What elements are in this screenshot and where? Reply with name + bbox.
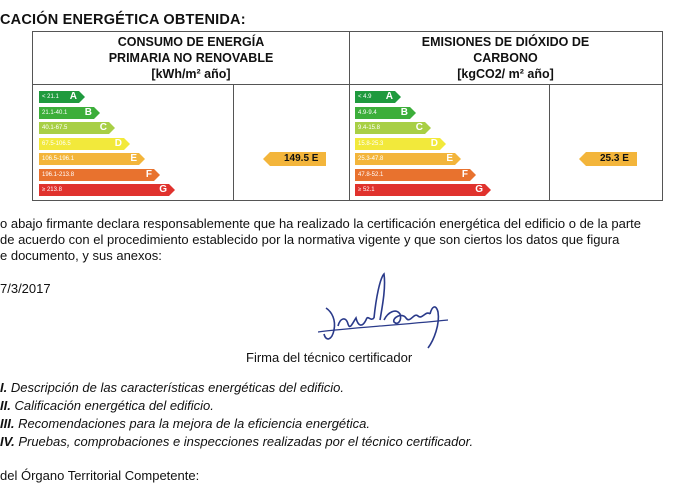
- emisiones-header-line1: EMISIONES DE DIÓXIDO DE: [421, 35, 590, 49]
- declaration-line1: o abajo firmante declara responsablemente que ha realizado la certificación energética del edificio o de la parte: [0, 216, 642, 231]
- declaration-text: [0, 216, 641, 264]
- emisiones-header-line2: CARBONO: [473, 51, 538, 65]
- grade-letter: A: [385, 91, 393, 102]
- grade-range-label: 106.5-196.1 E: [39, 153, 139, 165]
- emisiones-header: [349, 32, 662, 85]
- grade-letter: G: [159, 184, 167, 195]
- grade-g-bar: [39, 184, 175, 196]
- emisiones-scale: [349, 85, 550, 200]
- grade-c-bar: [39, 122, 115, 134]
- consumo-result-value: 149.5 E: [270, 152, 326, 166]
- grade-a-bar: [355, 91, 401, 103]
- grade-letter: B: [84, 106, 92, 118]
- signature-caption: Firma del técnico certificador: [246, 350, 413, 365]
- grade-letter: E: [446, 153, 453, 164]
- handwritten-signature: [318, 268, 468, 358]
- grade-c-bar: [355, 122, 431, 134]
- grade-range-label: 40.1-67.5 C: [39, 122, 109, 134]
- energy-rating-table: [32, 31, 663, 201]
- grade-range-label: 196.1-213.8 F: [39, 169, 154, 181]
- annex-item: II. Calificación energética del edificio.: [0, 398, 214, 413]
- annex-item: IV. Pruebas, comprobaciones e inspecciones realizadas por el técnico certificador.: [0, 434, 474, 449]
- grade-b-bar: [355, 107, 416, 119]
- annex-list: [0, 379, 473, 451]
- annex-item: III. Recomendaciones para la mejora de la eficiencia energética.: [0, 416, 370, 431]
- declaration-line2: de acuerdo con el procedimiento establecido por la normativa vigente y que son ciertos los datos que figura: [0, 232, 620, 247]
- emisiones-result-value: 25.3 E: [586, 152, 637, 166]
- grade-range-label: 47.8-52.1 F: [355, 169, 470, 181]
- grade-range-label: 9.4-15.8 C: [355, 122, 425, 134]
- grade-range-label: 21.1-40.1 B: [39, 107, 94, 119]
- grade-range-label: ≥ 213.8 G: [39, 184, 169, 196]
- organ-label: del Órgano Territorial Competente:: [0, 468, 200, 483]
- grade-letter: D: [114, 137, 122, 149]
- grade-letter: G: [475, 184, 483, 195]
- grade-range-label: 25.3-47.8 E: [355, 153, 455, 165]
- emisiones-result-cell: [549, 85, 662, 200]
- grade-range-label: < 4.9 A: [355, 91, 395, 103]
- grade-range-label: 15.8-25.3 D: [355, 138, 440, 150]
- emisiones-column: [349, 32, 662, 200]
- grade-e-bar: [355, 153, 461, 165]
- consumo-result-arrow: [263, 152, 326, 166]
- consumo-header: [33, 32, 349, 85]
- grade-range-label: 67.5-106.5 D: [39, 138, 124, 150]
- consumo-unit: [kWh/m² año]: [151, 67, 231, 81]
- grade-range-label: 4.9-9.4 B: [355, 107, 410, 119]
- emisiones-result-arrow: [579, 152, 637, 166]
- grade-f-bar: [39, 169, 160, 181]
- grade-letter: D: [430, 137, 438, 149]
- signature-date: 7/3/2017: [0, 281, 51, 296]
- consumo-header-line1: CONSUMO DE ENERGÍA: [117, 35, 265, 49]
- grade-letter: B: [400, 106, 408, 118]
- grade-letter: A: [69, 91, 77, 102]
- grade-d-bar: [355, 138, 446, 150]
- grade-letter: F: [145, 168, 152, 180]
- grade-d-bar: [39, 138, 130, 150]
- section-heading: CACIÓN ENERGÉTICA OBTENIDA:: [0, 12, 246, 28]
- consumo-column: [33, 32, 350, 200]
- grade-range-label: ≥ 52.1 G: [355, 184, 485, 196]
- annex-item: I. Descripción de las características energéticas del edificio.: [0, 380, 344, 395]
- grade-e-bar: [39, 153, 145, 165]
- grade-a-bar: [39, 91, 85, 103]
- grade-letter: F: [461, 168, 468, 180]
- consumo-header-line2: PRIMARIA NO RENOVABLE: [108, 51, 274, 65]
- grade-range-label: < 21.1 A: [39, 91, 79, 103]
- grade-f-bar: [355, 169, 476, 181]
- grade-g-bar: [355, 184, 491, 196]
- grade-letter: C: [415, 122, 423, 133]
- grade-b-bar: [39, 107, 100, 119]
- consumo-result-cell: [233, 85, 349, 200]
- consumo-scale: [33, 85, 234, 200]
- emisiones-unit: [kgCO2/ m² año]: [457, 67, 554, 81]
- grade-letter: C: [99, 122, 107, 133]
- grade-letter: E: [130, 153, 137, 164]
- declaration-line3: e documento, y sus anexos:: [0, 248, 162, 263]
